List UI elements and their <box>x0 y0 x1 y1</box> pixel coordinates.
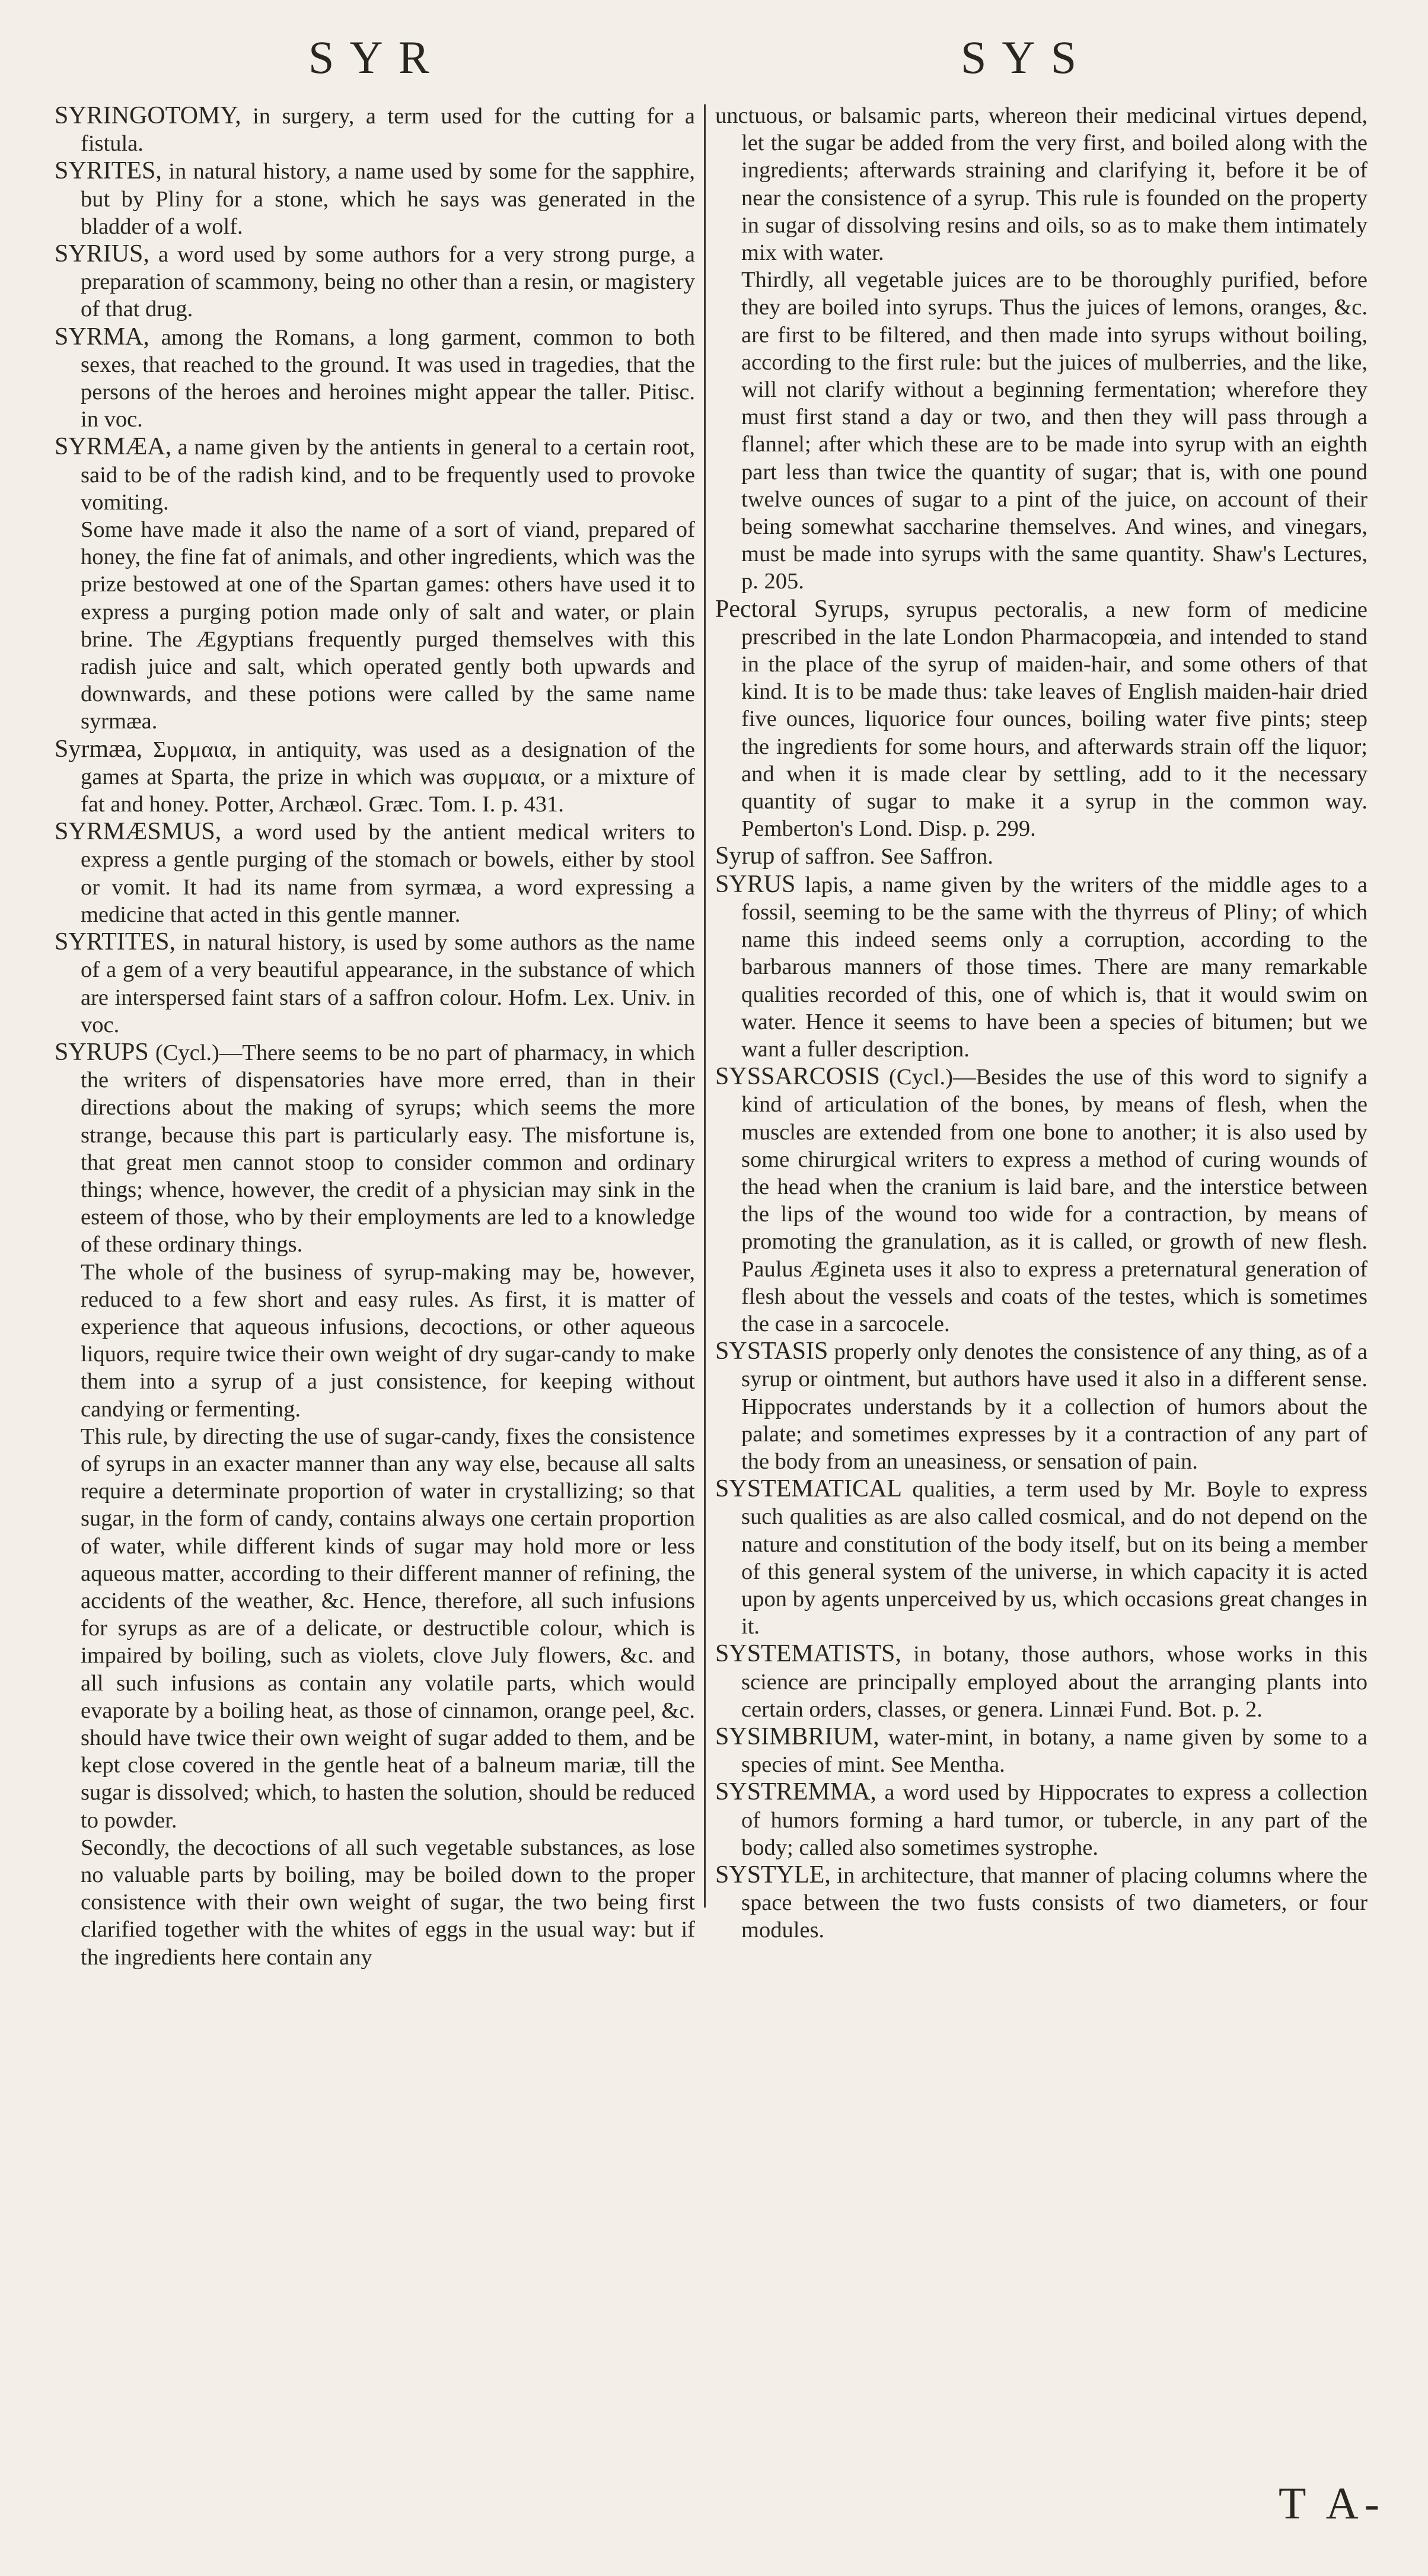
dictionary-entry <box>55 735 695 819</box>
entry-headword: SYSTEMATISTS, <box>715 1640 901 1668</box>
dictionary-entry <box>715 1338 1368 1475</box>
dictionary-entry <box>715 1861 1368 1944</box>
entry-text: among the Romans, a long garment, common to both sexes, that reached to the ground. It was used in tragedies, that the persons of the heroes and heroines might appear the taller. Pitisc. in voc. <box>81 324 695 432</box>
dictionary-entry <box>715 1475 1368 1640</box>
entry-text: water-mint, in botany, a name given by some to a species of mint. See Mentha. <box>741 1724 1368 1778</box>
dictionary-entry <box>55 818 695 928</box>
left-column <box>55 102 695 1971</box>
entry-headword: SYSTREMMA, <box>715 1778 876 1806</box>
entry-headword: Pectoral Syrups, <box>715 595 890 623</box>
entry-text: properly only denotes the consistence of any thing, as of a syrup or ointment, but authors have used it also in a different sense. Hippocrates understands by it a collection of humors about the palate; and sometimes expresses by it a contraction of any part of the body from an uneasiness, or sensation of pain. <box>741 1339 1368 1474</box>
entry-headword: SYRMÆA, <box>55 433 172 461</box>
dictionary-entry <box>55 323 695 434</box>
entry-headword: SYRTITES, <box>55 928 176 956</box>
entry-headword: Syrup <box>715 842 775 870</box>
entry-headword: SYSTYLE, <box>715 1861 831 1889</box>
dictionary-entry <box>715 596 1368 843</box>
dictionary-entry <box>55 157 695 240</box>
entry-text: (Cycl.)—There seems to be no part of pharmacy, in which the writers of dispensatories have more erred, than in their directions about the making of syrups; which seems the more strange, because this part is particularly easy. The misfortune is, that great men cannot stoop to consider common and ordinary things; whence, however, the credit of a physician may sink in the esteem of those, who by their employments are led to a knowledge of these ordinary things. <box>81 1040 695 1257</box>
entry-headword: Syrmæa, <box>55 735 143 763</box>
entry-text: syrupus pectoralis, a new form of medicine prescribed in the late London Pharmacopœia, and intended to stand in the place of the syrup of maiden-hair, and some others of that kind. It is to be made thus: take leaves of English maiden-hair dried five ounces, liquorice four ounces, boiling water five pints; steep the ingredients for some hours, and afterwards strain off the liquor; and when it is made clear by settling, add to it the necessary quantity of sugar to make it a syrup in the common way. Pemberton's Lond. Disp. p. 299. <box>741 597 1368 842</box>
running-head <box>0 31 1428 90</box>
dictionary-entry <box>715 1640 1368 1723</box>
entry-paragraph: Thirdly, all vegetable juices are to be thoroughly purified, before they are boiled into syrups. Thus the juices of lemons, oranges, &c. are first to be filtered, and then made into syrups without boiling, according to the first rule: but the juices of mulberries, and the like, will not clarify without a beginning fermentation; wherefore they must first stand a day or two, and then they will pass through a flannel; after which these are to be made into syrup with an eighth part less than twice the quantity of sugar; that is, with one pound twelve ounces of sugar to a pint of the juice, on account of their being somewhat saccharine themselves. And wines, and vinegars, must be made into syrups with the same quantity. Shaw's Lectures, p. 205. <box>741 268 1368 594</box>
catchword: T A- <box>1278 2479 1385 2529</box>
entry-paragraph: The whole of the business of syrup-making may be, however, reduced to a few short and easy rules. As first, it is matter of experience that aqueous infusions, decoctions, or other aqueous liquors, require twice their own weight of dry sugar-candy to make them into a syrup of a just consistence, for keeping without candying or fermenting. <box>81 1259 695 1422</box>
entry-text: of saffron. See Saffron. <box>774 844 993 870</box>
dictionary-entry <box>55 1039 695 1259</box>
dictionary-entry <box>55 928 695 1039</box>
entry-headword: SYSSARCOSIS <box>715 1063 880 1091</box>
entry-paragraph: Secondly, the decoctions of all such vegetable substances, as lose no valuable parts by boiling, may be boiled down to the proper consistence with their own weight of sugar, the two being first clarified together with the whites of eggs in the usual way: but if the ingredients here contain any <box>81 1835 695 1970</box>
running-head-left: SYR <box>308 31 445 83</box>
entry-text: in architecture, that manner of placing columns where the space between the two fusts consists of two diameters, or four modules. <box>741 1863 1368 1943</box>
entry-text: (Cycl.)—Besides the use of this word to signify a kind of articulation of the bones, by means of flesh, when the muscles are extended from one bone to another; it is also used by some chirurgical writers to express a method of curing wounds of the head when the cranium is laid bare, and the interstice between the lips of the wound too wide for a contraction, by means of promoting the granulation, as it is called, or growth of new flesh. Paulus Ægineta uses it also to express a preternatural generation of flesh about the vessels and coats of the testes, which is sometimes the case in a sarcocele. <box>741 1065 1368 1336</box>
entry-headword: SYRITES, <box>55 157 162 185</box>
entry-text: a name given by the antients in general to a certain root, said to be of the radish kind, and to be frequently used to provoke vomiting. <box>81 435 695 515</box>
entry-headword: SYRINGOTOMY, <box>55 102 241 129</box>
entry-headword: SYRMA, <box>55 323 149 351</box>
dictionary-entry <box>715 1778 1368 1861</box>
entry-text: a word used by the antient medical writers to express a gentle purging of the stomach or bowels, either by stool or vomit. It had its name from syrmæa, a word expressing a medicine that acted in this gentle manner. <box>81 820 695 927</box>
entry-paragraph: Some have made it also the name of a sort of viand, prepared of honey, the fine fat of animals, and other ingredients, which was the prize bestowed at one of the Spartan games: others have used it to express a purging potion made only of salt and water, or plain brine. The Ægyptians frequently purged themselves with this radish juice and salt, which operated gently both upwards and downwards, and these potions were called by the same name syrmæa. <box>81 517 695 734</box>
entry-text: in natural history, is used by some authors as the name of a gem of a very beautiful appearance, in the substance of which are interspersed faint stars of a saffron colour. Hofm. Lex. Univ. in voc. <box>81 930 695 1037</box>
running-head-right: SYS <box>961 31 1092 83</box>
dictionary-entry <box>55 433 695 516</box>
entry-headword: SYRMÆSMUS, <box>55 818 222 846</box>
entry-headword: SYSIMBRIUM, <box>715 1722 879 1750</box>
dictionary-entry <box>715 1063 1368 1338</box>
continued-paragraph: unctuous, or balsamic parts, whereon their medicinal virtues depend, let the sugar be added from the very first, and boiled along with the ingredients; afterwards straining and clarifying it, before it be of near the consistence of a syrup. This rule is founded on the property in sugar of dissolving resins and oils, so as to make them intimately mix with water. <box>715 103 1368 266</box>
dictionary-entry <box>55 102 695 157</box>
entry-text: qualities, a term used by Mr. Boyle to express such qualities as are also called cosmical, and do not depend on the nature and constitution of the body itself, but on its being a member of this general system of the universe, in which capacity it is acted upon by agents unperceived by us, which occasions great changes in it. <box>741 1477 1368 1639</box>
entry-headword: SYSTEMATICAL <box>715 1475 903 1503</box>
entry-headword: SYRUS <box>715 870 796 898</box>
entry-text: lapis, a name given by the writers of the middle ages to a fossil, seeming to be the same with the thyrreus of Pliny; of which name this indeed seems only a corruption, according to the barbarous manners of those times. There are many remarkable qualities recorded of this, one of which is, that it would swim on water. Hence it seems to have been a species of bitumen; but we want a fuller description. <box>741 872 1368 1062</box>
dictionary-entry <box>715 842 1368 870</box>
dictionary-entry <box>715 871 1368 1063</box>
entry-text: a word used by some authors for a very strong purge, a preparation of scammony, being no other than a resin, or magistery of that drug. <box>81 242 695 322</box>
entry-headword: SYRIUS, <box>55 240 149 268</box>
entry-text: in natural history, a name used by some for the sapphire, but by Pliny for a stone, which he says was generated in the bladder of a wolf. <box>81 159 695 239</box>
entry-text: Συρμαια, in antiquity, was used as a designation of the games at Sparta, the prize in which was συρμαια, or a mixture of fat and honey. Potter, Archæol. Græc. Tom. I. p. 431. <box>81 737 695 817</box>
entry-paragraph: This rule, by directing the use of sugar-candy, fixes the consistence of syrups in an exacter manner than any way else, because all salts require a determinate proportion of water in crystallizing; so that sugar, in the form of candy, contains always one certain proportion of water, while different kinds of sugar may hold more or less aqueous matter, according to their different manner of refining, the accidents of the weather, &c. Hence, therefore, all such infusions for syrups as are of a delicate, or destructible colour, which is impaired by boiling, such as violets, clove July flowers, &c. and all such infusions as contain any volatile parts, which would evaporate by a boiling heat, as those of cinnamon, orange peel, &c. should have twice their own weight of sugar added to them, and be kept close covered in the gentle heat of a balneum mariæ, till the sugar is dissolved; which, to hasten the solution, should be reduced to powder. <box>81 1424 695 1833</box>
entry-text: in surgery, a term used for the cutting for a fistula. <box>81 104 695 157</box>
entry-text: a word used by Hippocrates to express a collection of humors forming a hard tumor, or tubercle, in any part of the body; called also sometimes systrophe. <box>741 1780 1368 1860</box>
column-divider-rule <box>704 104 706 1908</box>
entry-headword: SYRUPS <box>55 1038 149 1066</box>
entry-headword: SYSTASIS <box>715 1338 828 1365</box>
dictionary-entry <box>55 240 695 323</box>
right-column <box>715 102 1368 1944</box>
dictionary-entry <box>715 1723 1368 1778</box>
entry-text: in botany, those authors, whose works in this science are principally employed about the arranging plants into certain orders, classes, or genera. Linnæi Fund. Bot. p. 2. <box>741 1642 1368 1722</box>
